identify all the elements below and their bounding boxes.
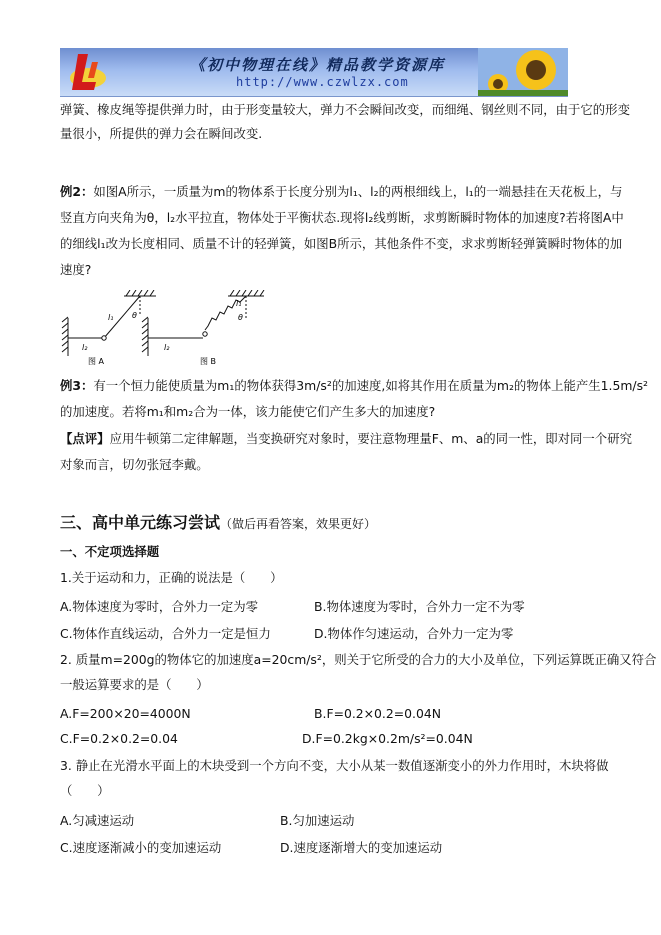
figure-ab (60, 290, 300, 366)
figure-a-l2: l₂ (82, 343, 88, 352)
q1-option-b[interactable]: B.物体速度为零时，合外力一定不为零 (314, 599, 525, 614)
q1-option-a[interactable]: A.物体速度为零时，合外力一定为零 (60, 599, 259, 614)
comment-text-1: 应用牛顿第二定律解题，当变换研究对象时，要注意物理量F、m、a的同一性，即对同一个研究 (109, 431, 632, 446)
comment-label: 【点评】 (60, 431, 110, 446)
q3-line-2: （ ） (60, 783, 110, 798)
section-3-note: （做后再看答案，效果更好） (220, 517, 377, 531)
q1-stem: 1.关于运动和力，正确的说法是（ ） (60, 570, 283, 585)
intro-line-1: 弹簧、橡皮绳等提供弹力时，由于形变量较大，弹力不会瞬间改变，而细绳、钢丝则不同，由于它的形变 (60, 102, 630, 117)
figure-b-l2: l₂ (164, 343, 170, 352)
example-2-line-3: 的细线l₁改为长度相同、质量不计的轻弹簧，如图B所示，其他条件不变，求求剪断轻弹簧瞬时物体的加 (60, 236, 623, 251)
figure-b-l1: l₁ (236, 299, 242, 308)
q2-option-b[interactable]: B.F=0.2×0.2=0.04N (314, 706, 441, 721)
header-banner (60, 48, 568, 97)
example-2-line-1 (60, 180, 623, 204)
q2-line-1: 2. 质量m=200g的物体它的加速度a=20cm/s²，则关于它所受的合力的大小及单位，下列运算既正确又符合 (60, 652, 657, 667)
example-3-line-2: 的加速度。若将m₁和m₂合为一体，该力能使它们产生多大的加速度? (60, 404, 436, 419)
q2-option-c[interactable]: C.F=0.2×0.2=0.04 (60, 731, 178, 746)
q3-option-c[interactable]: C.速度逐渐减小的变加速运动 (60, 840, 222, 855)
q3-option-d[interactable]: D.速度逐渐增大的变加速运动 (280, 840, 443, 855)
example-2-line-4: 速度? (60, 262, 92, 277)
banner-url[interactable]: http://www.czwlzx.com (236, 75, 409, 89)
section-3-heading (60, 510, 376, 533)
example-3-label: 例3： (60, 378, 94, 393)
subheading-multiple-choice: 一、不定项选择题 (60, 544, 160, 559)
figure-a-label: 图 A (88, 357, 105, 366)
comment-line-2: 对象而言，切勿张冠李戴。 (60, 457, 209, 472)
q1-option-d[interactable]: D.物体作匀速运动，合外力一定为零 (314, 626, 514, 641)
figure-a-l1: l₁ (108, 313, 114, 322)
q2-option-a[interactable]: A.F=200×20=4000N (60, 706, 191, 721)
q3-line-1: 3. 静止在光滑水平面上的木块受到一个方向不变，大小从某一数值逐渐变小的外力作用时，木块将做 (60, 758, 609, 773)
intro-line-2: 量很小，所提供的弹力会在瞬间改变. (60, 126, 263, 141)
figure-a-theta: θ (132, 311, 137, 320)
example-2-label: 例2： (60, 184, 94, 199)
sunflower-icon (478, 48, 568, 96)
figure-b (142, 290, 264, 356)
example-2-line-2: 竖直方向夹角为θ，l₂水平拉直，物体处于平衡状态.现将l₂线剪断，求剪断瞬时物体的加速度?若将图A中 (60, 210, 624, 225)
banner-title: 《初中物理在线》精品教学资源库 (190, 56, 446, 74)
example-3-line-1 (60, 374, 649, 398)
comment-line-1 (60, 427, 632, 451)
example-3-text-1: 有一个恒力能使质量为m₁的物体获得3m/s²的加速度,如将其作用在质量为m₂的物体上能产生1.5m/s² (93, 378, 649, 393)
q1-option-c[interactable]: C.物体作直线运动，合外力一定是恒力 (60, 626, 271, 641)
figure-a (62, 290, 156, 356)
example-2-text-1: 如图A所示，一质量为m的物体系于长度分别为l₁、l₂的两根细线上，l₁的一端悬挂在天花板上，与 (93, 184, 623, 199)
section-3-title: 三、高中单元练习尝试 (60, 513, 221, 532)
q2-line-2: 一般运算要求的是（ ） (60, 677, 209, 692)
figure-b-label: 图 B (200, 357, 217, 366)
q3-option-a[interactable]: A.匀减速运动 (60, 813, 135, 828)
q2-option-d[interactable]: D.F=0.2kg×0.2m/s²=0.04N (302, 731, 473, 746)
figure-b-theta: θ (238, 313, 243, 322)
site-logo-icon (66, 48, 110, 96)
q3-option-b[interactable]: B.匀加速运动 (280, 813, 355, 828)
